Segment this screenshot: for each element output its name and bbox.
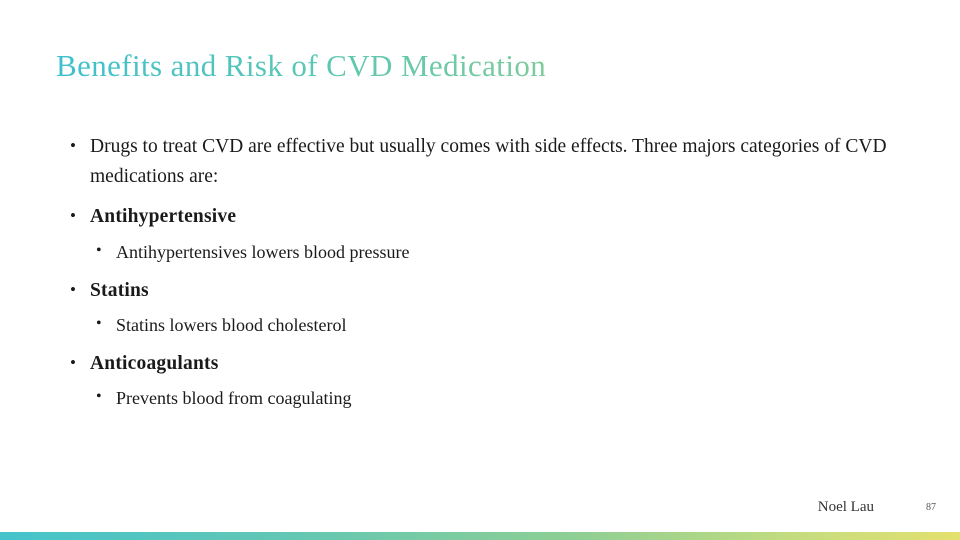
list-item-label: Antihypertensive [90, 206, 237, 228]
list-item [62, 349, 892, 412]
bullet-marker-icon: • [96, 241, 102, 259]
list-item-label: Drugs to treat CVD are effective but usually comes with side effects. Three majors categories of CVD medications are: [90, 136, 887, 188]
footer-author: Noel Lau [817, 499, 874, 515]
bullet-marker-icon: • [96, 314, 102, 332]
slide-body [62, 132, 892, 422]
list-item [62, 276, 892, 339]
list-item-label: Antihypertensives lowers blood pressure [116, 241, 410, 262]
list-item [90, 385, 892, 412]
list-item-label: Anticoagulants [90, 352, 219, 374]
list-item-label: Prevents blood from coagulating [116, 388, 352, 409]
list-item [90, 312, 892, 339]
list-item [62, 132, 892, 192]
bullet-marker-icon: • [96, 388, 102, 406]
sub-bullet-list [90, 385, 892, 412]
page-title: Benefits and Risk of CVD Medication [56, 48, 547, 83]
bullet-marker-icon: • [70, 206, 76, 226]
decorative-accent-bar [0, 532, 960, 540]
sub-bullet-list [90, 239, 892, 266]
list-item-label: Statins [90, 279, 149, 301]
list-item [62, 202, 892, 265]
slide-number: 87 [926, 502, 936, 513]
bullet-marker-icon: • [70, 352, 76, 372]
bullet-list [62, 132, 892, 412]
bullet-marker-icon: • [70, 279, 76, 299]
list-item [90, 239, 892, 266]
list-item-label: Statins lowers blood cholesterol [116, 314, 347, 335]
bullet-marker-icon: • [70, 136, 76, 155]
sub-bullet-list [90, 312, 892, 339]
